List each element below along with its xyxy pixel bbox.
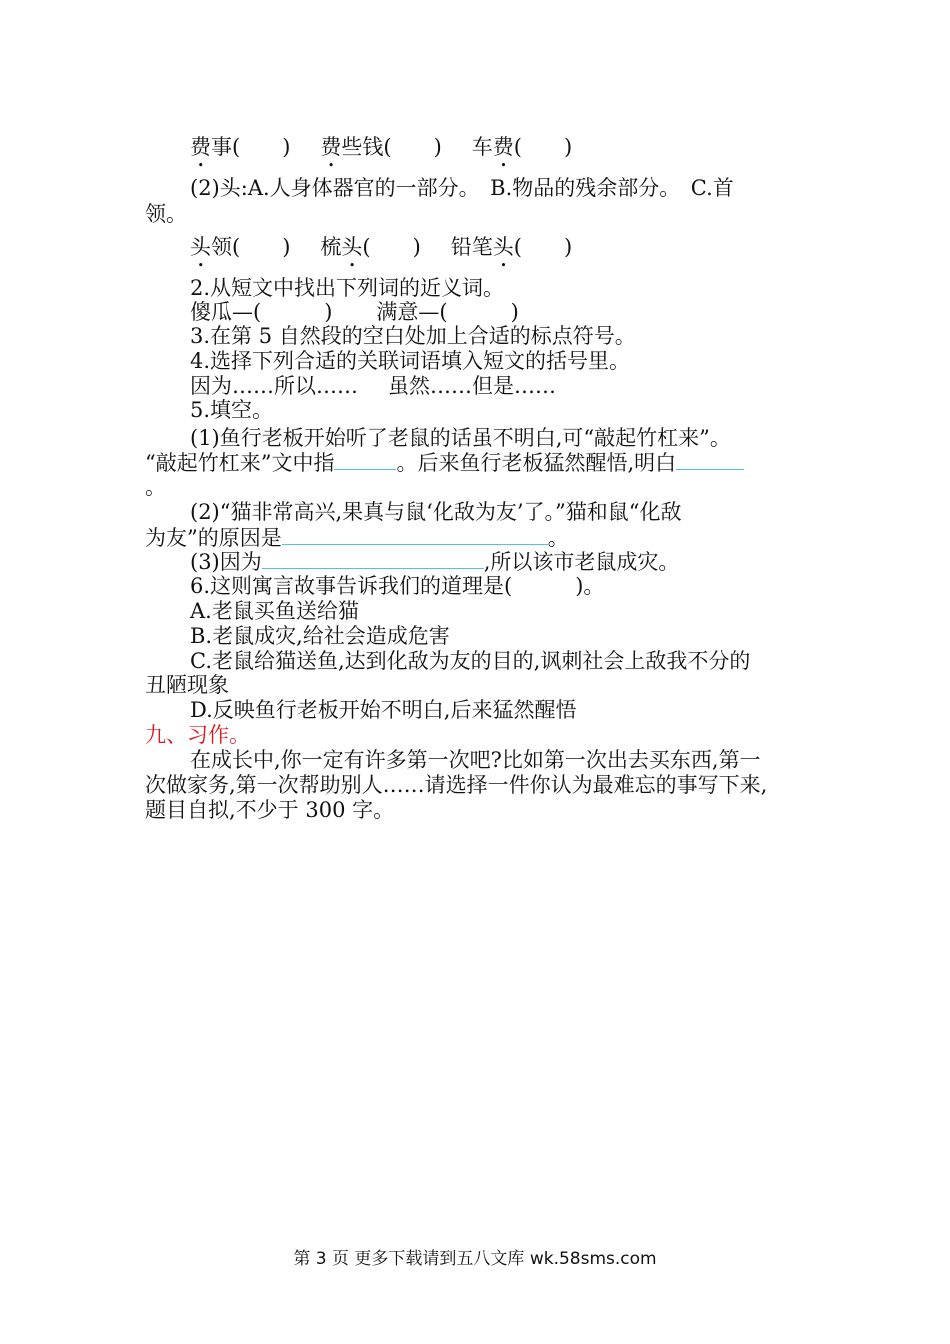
word-touling: 头领( ) [190,235,291,259]
answer-blank[interactable] [676,449,744,470]
q6-option-a: A.老鼠买鱼送给猫 [190,599,359,623]
answer-blank[interactable] [282,524,548,545]
composition-prompt-line1: 在成长中,你一定有许多第一次吧?比如第一次出去买东西,第一 [190,748,761,772]
section-heading-composition: 九、习作。 [145,723,250,747]
q6-option-b: B.老鼠成灾,给社会造成危害 [190,624,450,648]
q2-pair-shagua: 傻瓜—( ) [190,300,333,324]
answer-blank[interactable] [262,548,484,569]
q5-p2-line1: (2)“猫非常高兴,果真与鼠‘化敌为友’了。”猫和鼠“化敌 [190,500,682,524]
word-shutou: 梳头( ) [320,235,421,259]
polyphone-row-tou [190,234,815,272]
q5-p3: (3)因为 ,所以该市老鼠成灾。 [190,550,680,574]
q6-option-c-line1: C.老鼠给猫送鱼,达到化敌为友的目的,讽刺社会上敌我不分的 [190,649,751,673]
q3-title: 3.在第 5 自然段的空白处加上合适的标点符号。 [190,324,636,348]
word-feixieqian: 费些钱( ) [320,135,442,159]
q5-title: 5.填空。 [190,398,274,422]
word-feishi: 费事( ) [190,135,291,159]
q4-title: 4.选择下列合适的关联词语填入短文的括号里。 [190,349,631,373]
q2-pair-manyi: 满意—( ) [376,300,519,324]
q6-option-d: D.反映鱼行老板开始不明白,后来猛然醒悟 [190,698,577,722]
q2-title: 2.从短文中找出下列词的近义词。 [190,276,505,300]
q5-p1-line3: 。 [145,475,166,499]
q5-p1-line2: “敲起竹杠来”文中指 。后来鱼行老板猛然醒悟,明白 [145,449,815,476]
q4-option-suiran: 虽然……但是…… [388,374,556,398]
q5-p2-line2: 为友”的原因是 。 [145,526,569,550]
word-qianbitou: 铅笔头( ) [450,235,573,259]
q5-p1-line1: (1)鱼行老板开始听了老鼠的话虽不明白,可“敲起竹杠来”。 [190,426,731,450]
q4-options [190,373,815,399]
polyphone-row-fei [190,134,815,172]
q1-item2-line1: (2)头:A.人身体器官的一部分。 B.物品的残余部分。 C.首 [190,176,734,200]
composition-prompt-line2: 次做家务,第一次帮助别人……请选择一件你认为最难忘的事写下来, [145,773,768,797]
q6-title: 6.这则寓言故事告诉我们的道理是( )。 [190,574,605,598]
composition-prompt-line3: 题目自拟,不少于 300 字。 [145,798,395,822]
q2-pairs [190,299,815,325]
word-chefei: 车费( ) [471,135,573,159]
q6-option-c-line2: 丑陋现象 [145,673,229,697]
q1-item2-line2: 领。 [145,202,187,226]
q4-option-yinwei: 因为……所以…… [190,374,358,398]
answer-blank[interactable] [334,449,396,470]
page-footer: 第 3 页 更多下载请到五八文库 wk.58sms.com [293,1249,657,1269]
